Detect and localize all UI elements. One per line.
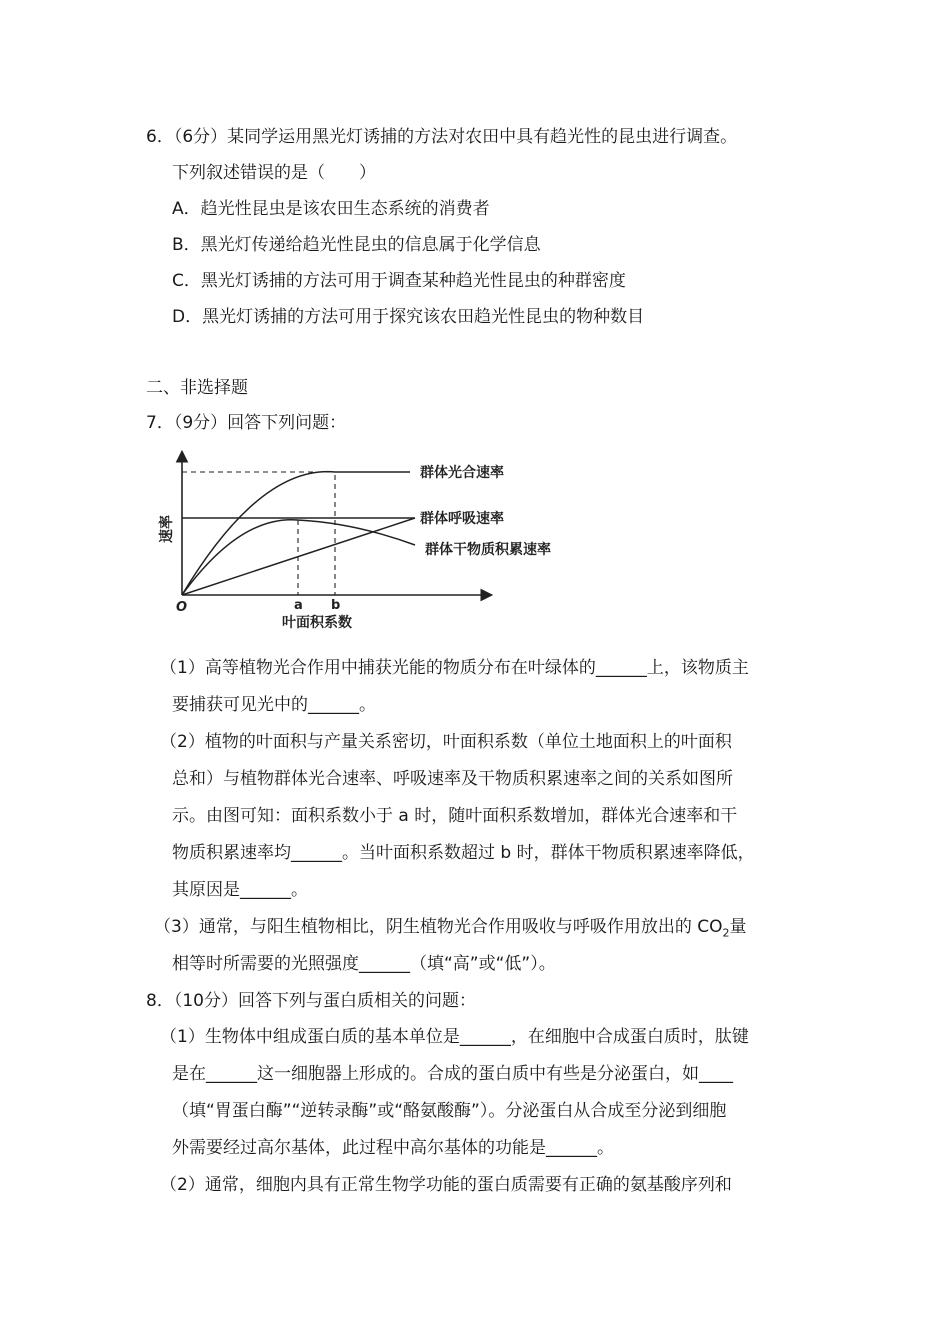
x-axis-label: 叶面积系数 xyxy=(282,615,352,631)
y-axis-label: 速率 xyxy=(159,515,175,543)
q8-p2-line1: （2）通常，细胞内具有正常生物学功能的蛋白质需要有正确的氨基酸序列和 xyxy=(160,1175,732,1195)
q7-p2-line3: 示。由图可知：面积系数小于 a 时，随叶面积系数增加，群体光合速率和干 xyxy=(172,806,738,826)
label-photosynthesis: 群体光合速率 xyxy=(420,465,504,481)
label-dry-matter: 群体干物质积累速率 xyxy=(425,542,551,558)
q7-title: 7．（9分）回答下列问题： xyxy=(146,413,347,433)
q7-p3-line1-end: 量 xyxy=(729,917,747,937)
q8-title: 8．（10分）回答下列与蛋白质相关的问题： xyxy=(146,991,476,1011)
q7-p3-line1 xyxy=(154,916,746,938)
q7-p2-line4: 物质积累速率均______。当叶面积系数超过 b 时，群体干物质积累速率降低， xyxy=(172,843,755,863)
q6-option-d: D．黑光灯诱捕的方法可用于探究该农田趋光性昆虫的物种数目 xyxy=(172,307,645,327)
q7-p1-line1: （1）高等植物光合作用中捕获光能的物质分布在叶绿体的______上，该物质主 xyxy=(160,658,749,678)
origin-label: O xyxy=(176,600,188,615)
q7-p2-line5: 其原因是______。 xyxy=(172,880,308,900)
q7-p3-line2: 相等时所需要的光照强度______（填“高”或“低”）。 xyxy=(172,954,556,974)
q6-option-a: A．趋光性昆虫是该农田生态系统的消费者 xyxy=(172,199,490,219)
q8-p1-line4: 外需要经过高尔基体，此过程中高尔基体的功能是______。 xyxy=(172,1138,614,1158)
q7-p2-line2: 总和）与植物群体光合速率、呼吸速率及干物质积累速率之间的关系如图所 xyxy=(172,769,733,789)
q8-p1-line2: 是在______这一细胞器上形成的。合成的蛋白质中有些是分泌蛋白，如____ xyxy=(172,1064,733,1084)
q6-stem-line2: 下列叙述错误的是（ ） xyxy=(172,163,376,183)
tick-b: b xyxy=(331,598,341,613)
q6-stem-line1: 6．（6分）某同学运用黑光灯诱捕的方法对农田中具有趋光性的昆虫进行调查。 xyxy=(146,127,738,147)
q7-p1-line2: 要捕获可见光中的______。 xyxy=(172,695,376,715)
q7-figure xyxy=(140,445,580,645)
co2-subscript: 2 xyxy=(722,926,730,940)
q6-option-b: B．黑光灯传递给趋光性昆虫的信息属于化学信息 xyxy=(172,235,541,255)
q7-p3-line1-text: （3）通常，与阳生植物相比，阴生植物光合作用吸收与呼吸作用放出的 CO xyxy=(154,917,723,937)
q8-p1-line3: （填“胃蛋白酶”“逆转录酶”或“酪氨酸酶”）。分泌蛋白从合成至分泌到细胞 xyxy=(172,1101,727,1121)
q7-p2-line1: （2）植物的叶面积与产量关系密切，叶面积系数（单位土地面积上的叶面积 xyxy=(160,732,732,752)
label-respiration: 群体呼吸速率 xyxy=(420,511,504,527)
section-title: 二、非选择题 xyxy=(146,378,248,398)
q6-option-c: C．黑光灯诱捕的方法可用于调查某种趋光性昆虫的种群密度 xyxy=(172,271,626,291)
q8-p1-line1: （1）生物体中组成蛋白质的基本单位是______，在细胞中合成蛋白质时，肽键 xyxy=(160,1027,749,1047)
tick-a: a xyxy=(294,598,303,613)
